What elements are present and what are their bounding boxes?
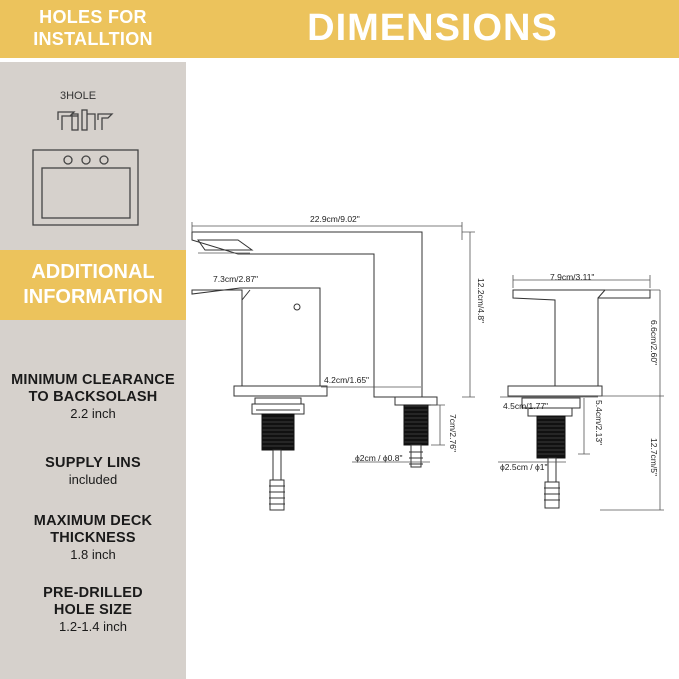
additional-info-header [0, 250, 186, 320]
holes-header [0, 0, 186, 58]
spec-label: MINIMUM CLEARANCE TO BACKSOLASH [11, 372, 175, 405]
dimension-lines [192, 222, 664, 510]
sink-hole-label: 3HOLE [60, 90, 97, 102]
sink-outline [33, 150, 138, 225]
spec-label: SUPPLY LINS [45, 455, 141, 471]
dim-outlet-width: 7.3cm/2.87" [213, 274, 259, 284]
spec-supply-lines [0, 455, 186, 488]
sink-diagram [0, 100, 186, 230]
spout-drawing [192, 232, 437, 467]
spec-label: PRE-DRILLED HOLE SIZE [43, 585, 143, 618]
spec-value: included [68, 472, 118, 487]
dimensions-header [186, 0, 679, 58]
dim-handle-base: 4.5cm/1.77" [503, 401, 549, 411]
holes-title: HOLES FOR INSTALLTION [33, 7, 153, 49]
spec-deck-thickness [0, 513, 186, 563]
spec-value: 1.2-1.4 inch [59, 619, 127, 634]
dimensions-title: DIMENSIONS [307, 7, 558, 49]
spec-clearance [0, 372, 186, 422]
additional-info-title: ADDITIONAL INFORMATION [23, 261, 163, 308]
dim-shank-diameter: ϕ2cm / ϕ0.8" [355, 453, 403, 463]
left-handle-drawing [192, 288, 327, 510]
dim-spout-length: 22.9cm/9.02" [310, 214, 360, 224]
faucet-dimension-drawing [186, 58, 679, 679]
divider [0, 58, 186, 62]
dim-shank-length: 7cm/2.76" [448, 414, 458, 452]
dim-spout-height: 12.2cm/4.8" [476, 278, 486, 324]
dim-handle-length: 7.9cm/3.11" [550, 272, 595, 282]
dim-spout-base: 4.2cm/1.65" [324, 375, 370, 385]
dim-handle-shank: 5.4cm/2.13" [594, 400, 604, 446]
spec-value: 1.8 inch [70, 547, 116, 562]
three-hole-faucet-icon [58, 110, 112, 130]
dim-handle-diameter: ϕ2.5cm / ϕ1" [500, 462, 548, 472]
dim-handle-height: 6.6cm/2.60" [649, 320, 659, 366]
right-handle-drawing [508, 290, 650, 508]
spec-hole-size [0, 585, 186, 635]
spec-label: MAXIMUM DECK THICKNESS [33, 513, 153, 546]
dim-handle-shank-total: 12.7cm/5" [649, 438, 659, 476]
spec-value: 2.2 inch [70, 406, 116, 421]
